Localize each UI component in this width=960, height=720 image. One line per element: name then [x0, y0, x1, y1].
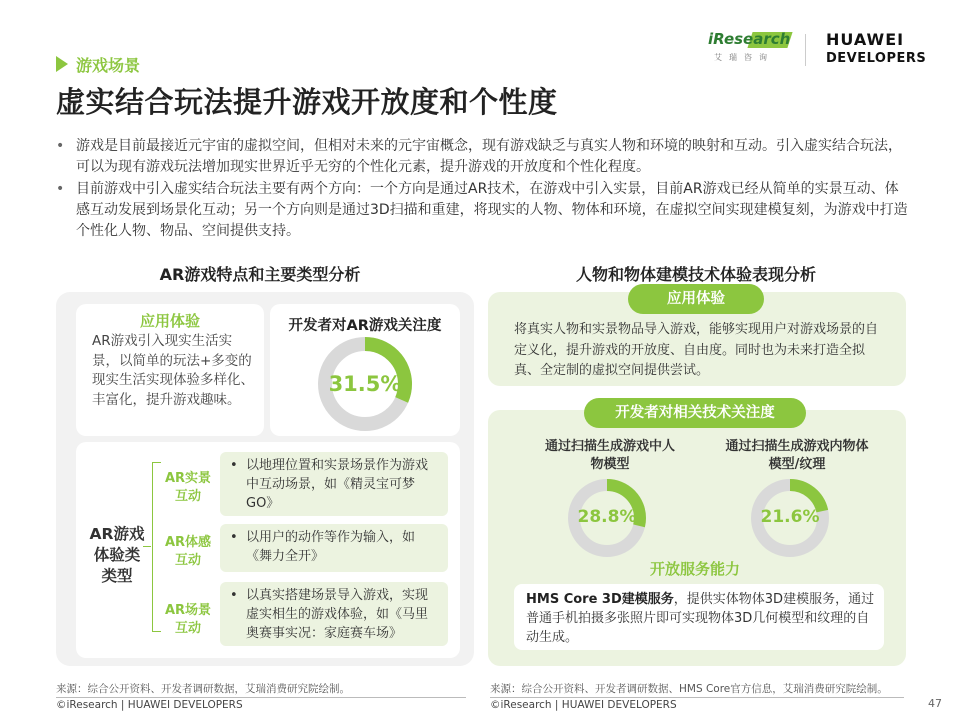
section-tag-label: 游戏场景 — [76, 55, 141, 75]
type-name-ar-scene: AR场景互动 — [164, 603, 212, 636]
type-name-ar-motion: AR体感互动 — [164, 535, 212, 568]
open-service-title: 开放服务能力 — [649, 560, 740, 578]
type-box-ar-motion — [220, 524, 448, 572]
left-column-title: AR游戏特点和主要类型分析 — [159, 265, 361, 284]
logo-divider — [805, 34, 806, 66]
bracket-tick — [143, 546, 151, 547]
intro-bullets — [54, 136, 910, 243]
iresearch-logo-subtext: 艾瑞咨询 — [714, 53, 774, 62]
modeling-experience-pill: 应用体验 — [628, 284, 764, 314]
iresearch-logo-text: iResearch — [708, 30, 791, 48]
type-box-ar-scene — [220, 582, 448, 646]
ar-types-label: AR游戏体验类类型 — [89, 525, 145, 585]
ar-attention-title: 开发者对AR游戏关注度 — [288, 318, 442, 334]
type-desc: 以真实搭建场景导入游戏，实现虚实相生的游戏体验，如《马里奥赛事实况：家庭赛车场》 — [246, 588, 429, 641]
type-desc: 以用户的动作等作为输入，如《舞力全开》 — [246, 530, 416, 564]
page-number: 47 — [928, 697, 942, 710]
bullet-icon: • — [56, 181, 65, 197]
intro-bullet — [54, 179, 910, 242]
modeling-experience-text: 将真实人物和实景物品导入游戏，能够实现用户对游戏场景的自定义化，提升游戏的开放度、自由度。同时也为未来打造全拟真、全定制的虚拟空间提供尝试。 — [514, 322, 879, 378]
scan-object-label: 通过扫描生成游戏内物体模型/纹理 — [725, 439, 869, 472]
huawei-logo-line1: HUAWEI — [826, 30, 905, 49]
scan-character-value: 28.8% — [577, 507, 637, 527]
bullet-icon: • — [230, 458, 238, 473]
copyright-right: ©iResearch | HUAWEI DEVELOPERS — [490, 699, 677, 711]
source-note-right: 来源：综合公开资料、开发者调研数据、HMS Core官方信息，艾瑞消费研究院绘制。 — [490, 683, 888, 695]
intro-bullet — [54, 136, 910, 178]
source-note-left: 来源：综合公开资料、开发者调研数据，艾瑞消费研究院绘制。 — [56, 683, 350, 695]
scan-object-value: 21.6% — [760, 507, 820, 527]
bullet-icon: • — [230, 530, 238, 545]
type-desc: 以地理位置和实景场景作为游戏中互动场景，如《精灵宝可梦 GO》 — [246, 458, 429, 511]
section-tag — [56, 52, 140, 76]
ar-experience-text: AR游戏引入现实生活实景，以简单的玩法+多变的现实生活实现体验多样化、丰富化，提升游戏趣味。 — [92, 333, 254, 408]
ar-experience-title: 应用体验 — [139, 312, 200, 330]
page-title: 虚实结合玩法提升游戏开放度和个性度 — [56, 85, 558, 119]
type-box-ar-real — [220, 452, 448, 516]
hms-core-service-name: HMS Core 3D建模服务 — [526, 592, 674, 607]
triangle-icon — [56, 56, 68, 72]
footer-divider-left — [56, 697, 466, 698]
developer-attention-pill: 开发者对相关技术关注度 — [584, 398, 806, 428]
footer-divider-right — [490, 697, 904, 698]
bullet-icon: • — [56, 138, 65, 154]
hms-core-description: ，提供实体物体3D建模服务，通过普通手机拍摄多张照片即可实现物体3D几何模型和纹理的自动生成。 — [526, 592, 875, 645]
copyright-left: ©iResearch | HUAWEI DEVELOPERS — [56, 699, 243, 711]
huawei-developers-logo — [826, 30, 926, 66]
ar-attention-value: 31.5% — [328, 372, 402, 396]
right-column-title: 人物和物体建模技术体验表现分析 — [575, 265, 816, 284]
bullet-icon: • — [230, 588, 238, 603]
type-name-ar-real: AR实景互动 — [164, 471, 212, 504]
huawei-logo-line2: DEVELOPERS — [826, 51, 927, 66]
hms-core-text — [526, 590, 876, 647]
scan-character-label: 通过扫描生成游戏中人物模型 — [544, 439, 675, 472]
intro-bullet-text: 目前游戏中引入虚实结合玩法主要有两个方向：一个方向是通过AR技术，在游戏中引入实景，目前AR游戏已经从简单的实景互动、体感互动发展到场景化互动；另一个方向则是通过3D扫描和重建，将现实的人物、物体和环境，在虚拟空间实现建模复刻，为游戏中打造个性化人物、物品、空间提供支持。 — [76, 181, 908, 239]
intro-bullet-text: 游戏是目前最接近元宇宙的虚拟空间，但相对未来的元宇宙概念，现有游戏缺乏与真实人物和环境的映射和互动。引入虚实结合玩法，可以为现有游戏玩法增加现实世界近乎无穷的个性化元素，提升游戏的开放度和个性化程度。 — [76, 138, 902, 175]
iresearch-logo — [704, 30, 796, 68]
